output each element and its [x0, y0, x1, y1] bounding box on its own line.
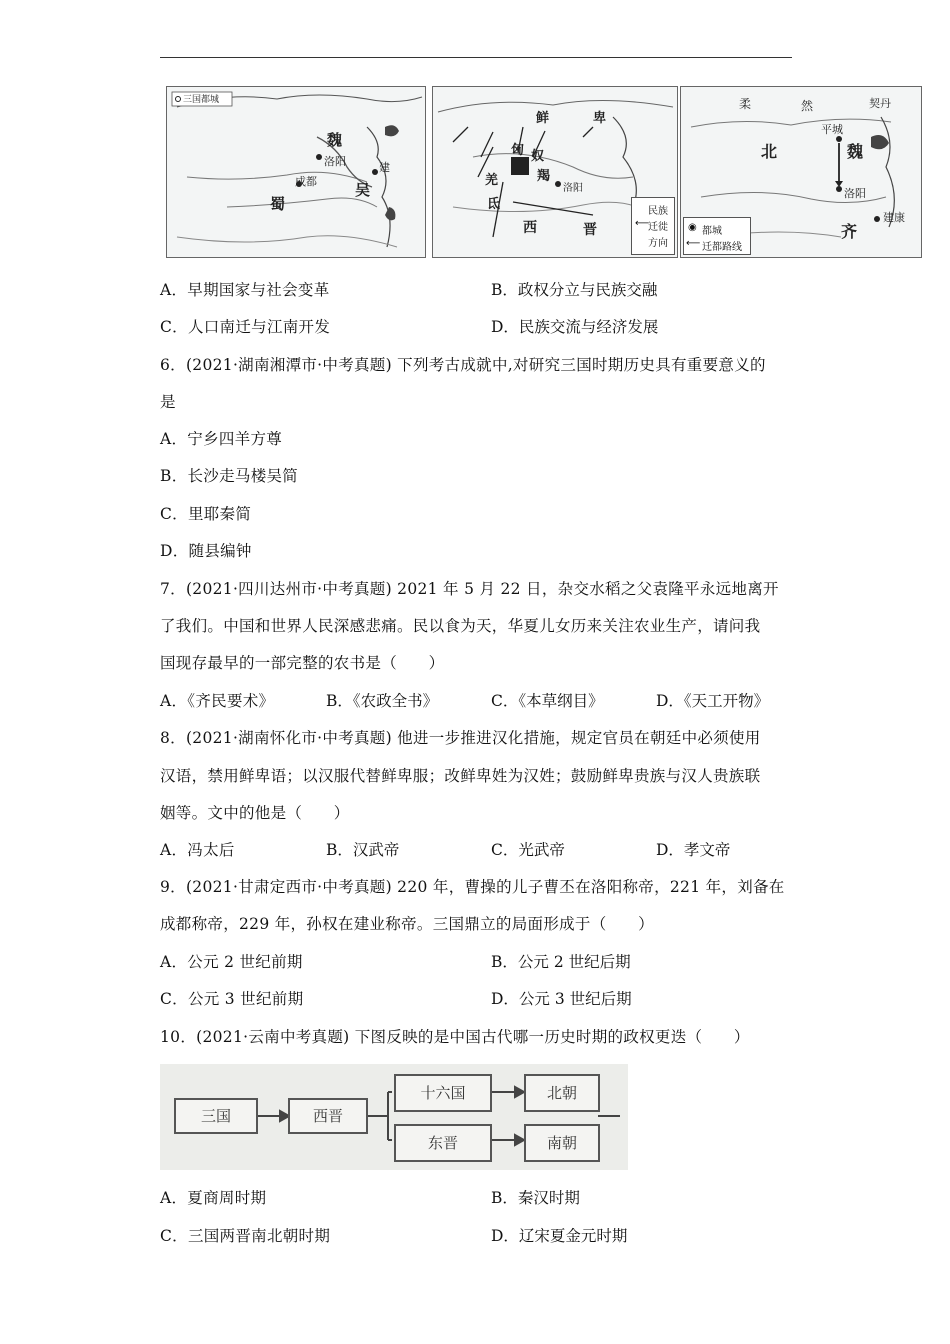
q5-option-d: D．民族交流与经济发展	[491, 318, 659, 336]
map3-label-bei: 北	[761, 142, 778, 161]
map3-label-jiankang: 建康	[883, 211, 905, 224]
q9-stem-line2: 成都称帝，229 年，孙权在建业称帝。三国鼎立的局面形成于（ ）	[160, 915, 654, 933]
map2-label-xian: 鲜	[536, 111, 550, 126]
q7-option-a: A．《齐民要术》	[160, 692, 275, 710]
map1-legend: 三国都城	[183, 95, 220, 105]
q7-option-b: B．《农政全书》	[326, 692, 439, 710]
q9-option-c: C．公元 3 世纪前期	[160, 990, 304, 1008]
q8-option-c: C．光武帝	[491, 841, 565, 859]
map2-label-jin: 晋	[583, 222, 597, 238]
q6-option-b: B．长沙走马楼吴简	[160, 467, 299, 485]
arrow-icon: ⟵	[686, 238, 701, 249]
q8-option-b: B．汉武帝	[326, 841, 400, 859]
q9-option-d: D．公元 3 世纪后期	[491, 990, 632, 1008]
q5-option-c: C．人口南迁与江南开发	[160, 318, 331, 336]
map3-label-qidan: 契丹	[869, 97, 891, 110]
q8-stem-line2: 汉语，禁用鲜卑语；以汉服代替鲜卑服；改鲜卑姓为汉姓；鼓励鲜卑贵族与汉人贵族联	[160, 767, 761, 785]
map2-label-jie: 羯	[537, 169, 551, 184]
map3-legend-2: 迁都路线	[702, 242, 742, 253]
map-western-jin-migration	[432, 86, 678, 258]
map2-legend	[631, 197, 675, 255]
q10-option-a: A．夏商周时期	[160, 1189, 267, 1207]
map1-label-luoyang: 洛阳	[324, 155, 346, 168]
q6-option-c: C．里耶秦简	[160, 505, 252, 523]
q10-stem: 10．(2021·云南中考真题) 下图反映的是中国古代哪一历史时期的政权更迭（ ）	[160, 1028, 750, 1046]
map2-label-xiong: 匈	[511, 143, 525, 158]
q9-option-b: B．公元 2 世纪后期	[491, 953, 631, 971]
map2-legend-2: 迁徙	[648, 222, 668, 233]
map2-label-luoyang: 洛阳	[563, 183, 583, 194]
map2-legend-1: 民族	[648, 206, 668, 217]
q9-option-a: A．公元 2 世纪前期	[160, 953, 303, 971]
q6-stem-line2: 是	[160, 393, 176, 411]
dynasty-flow-diagram	[160, 1064, 628, 1170]
flow-box-dongjin: 东晋	[394, 1124, 492, 1162]
map-northern-wei	[680, 86, 922, 258]
map2-label-bei: 卑	[593, 111, 607, 126]
q6-stem-line1: 6．(2021·湖南湘潭市·中考真题) 下列考古成就中,对研究三国时期历史具有重要意义的	[160, 356, 766, 374]
flow-box-xijin: 西晋	[288, 1098, 368, 1134]
q7-stem-line1: 7．(2021·四川达州市·中考真题) 2021 年 5 月 22 日，杂交水稻之父袁隆平永远地离开	[160, 580, 779, 598]
map3-legend-1: 都城	[702, 226, 722, 237]
map3-label-rou: 柔	[739, 97, 752, 111]
q5-option-a: A．早期国家与社会变革	[160, 281, 330, 299]
q10-option-d: D．辽宋夏金元时期	[491, 1227, 628, 1245]
map1-label-chengdu: 成都	[295, 175, 317, 188]
map1-label-jian: 建	[379, 161, 390, 174]
header-rule	[160, 57, 792, 58]
q10-option-c: C．三国两晋南北朝时期	[160, 1227, 331, 1245]
map-strip	[166, 86, 928, 258]
map2-label-di: 氐	[487, 197, 501, 212]
flow-box-nanchao: 南朝	[524, 1124, 600, 1162]
map2-label-qiang: 羌	[485, 173, 499, 188]
q6-option-d: D．随县编钟	[160, 542, 252, 560]
map2-legend-3: 方向	[648, 238, 668, 249]
arrow-icon: ⟵	[635, 218, 650, 229]
q7-option-c: C．《本草纲目》	[491, 692, 604, 710]
q7-option-d: D．《天工开物》	[656, 692, 770, 710]
flow-box-shiliuguo: 十六国	[394, 1074, 492, 1112]
map1-label-wei: 魏	[327, 131, 343, 149]
q9-stem-line1: 9．(2021·甘肃定西市·中考真题) 220 年，曹操的儿子曹丕在洛阳称帝，221 年，刘备在	[160, 878, 785, 896]
flow-box-sanguo: 三国	[174, 1098, 258, 1134]
map1-label-wu: 吴	[355, 181, 371, 199]
q7-stem-line3: 国现存最早的一部完整的农书是（ ）	[160, 654, 445, 672]
map2-label-nu: 奴	[531, 149, 545, 164]
q8-stem-line3: 姻等。文中的他是（ ）	[160, 804, 350, 822]
flow-box-beichao: 北朝	[524, 1074, 600, 1112]
map2-label-xi: 西	[523, 220, 537, 236]
map3-label-luoyang: 洛阳	[844, 187, 866, 200]
map1-label-shu: 蜀	[270, 195, 286, 213]
q10-option-b: B．秦汉时期	[491, 1189, 580, 1207]
q5-option-b: B．政权分立与民族交融	[491, 281, 658, 299]
capital-dot-icon: ◉	[688, 222, 697, 233]
map3-label-wei: 魏	[847, 142, 864, 161]
q8-option-a: A．冯太后	[160, 841, 235, 859]
map3-label-qi: 齐	[841, 222, 858, 241]
map3-legend	[683, 217, 751, 255]
map3-label-ran: 然	[801, 99, 814, 113]
q7-stem-line2: 了我们。中国和世界人民深感悲痛。民以食为天，华夏儿女历来关注农业生产，请问我	[160, 617, 761, 635]
q8-option-d: D．孝文帝	[656, 841, 731, 859]
map-three-kingdoms	[166, 86, 426, 258]
q6-option-a: A．宁乡四羊方尊	[160, 430, 283, 448]
q8-stem-line1: 8．(2021·湖南怀化市·中考真题) 他进一步推进汉化措施，规定官员在朝廷中必须使用	[160, 729, 761, 747]
map3-label-pingcheng: 平城	[821, 123, 843, 136]
